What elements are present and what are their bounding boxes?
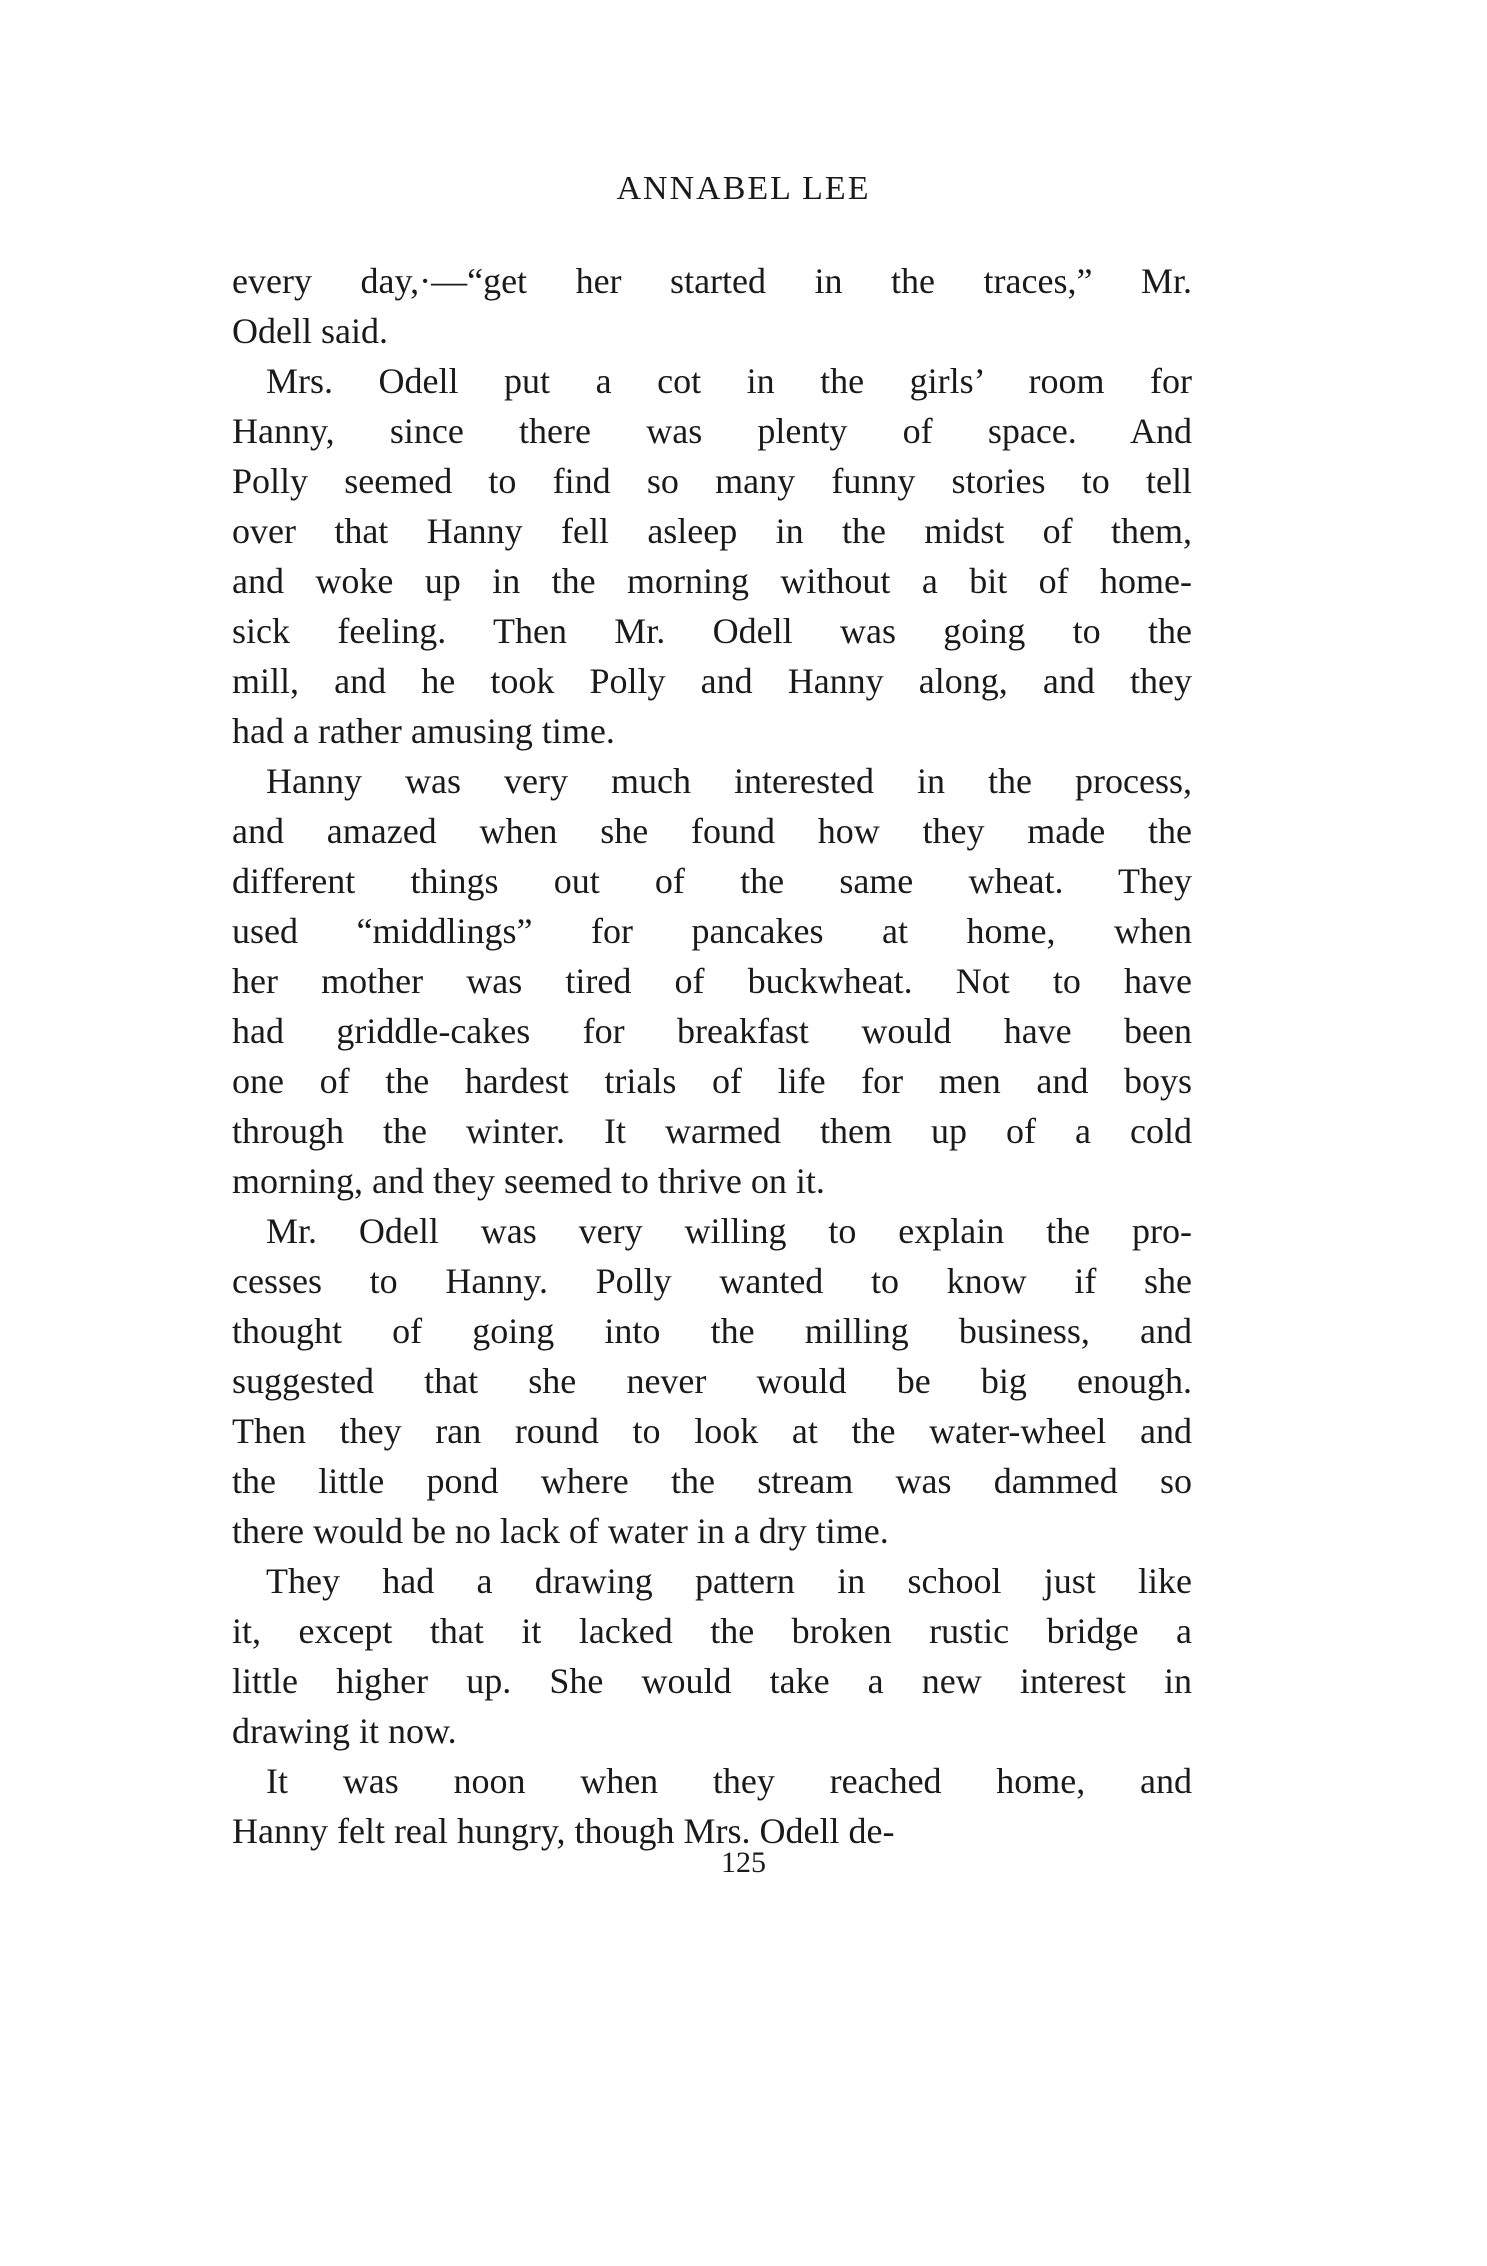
text-line: Odell said. — [232, 311, 388, 351]
text-line: little higher up. She would take a new interest in — [232, 1661, 1192, 1701]
paragraph — [232, 1206, 1192, 1556]
text-line: Polly seemed to find so many funny stories to tell — [232, 461, 1192, 501]
paragraph — [232, 1556, 1192, 1756]
text-line: Hanny felt real hungry, though Mrs. Odell de- — [232, 1811, 895, 1851]
text-line: sick feeling. Then Mr. Odell was going to the — [232, 611, 1192, 651]
text-line: morning, and they seemed to thrive on it. — [232, 1161, 825, 1201]
text-line: cesses to Hanny. Polly wanted to know if she — [232, 1261, 1192, 1301]
text-line: Mr. Odell was very willing to explain the pro- — [266, 1211, 1192, 1251]
text-line: through the winter. It warmed them up of a cold — [232, 1111, 1192, 1151]
paragraph — [232, 256, 1192, 356]
paragraph — [232, 756, 1192, 1206]
text-line: suggested that she never would be big enough. — [232, 1361, 1192, 1401]
text-line: thought of going into the milling business, and — [232, 1311, 1192, 1351]
text-line: there would be no lack of water in a dry time. — [232, 1511, 889, 1551]
text-line: one of the hardest trials of life for men and boys — [232, 1061, 1192, 1101]
text-line: the little pond where the stream was dammed so — [232, 1461, 1192, 1501]
text-line: mill, and he took Polly and Hanny along, and they — [232, 661, 1192, 701]
paragraph — [232, 1756, 1192, 1856]
text-line: used “middlings” for pancakes at home, when — [232, 911, 1192, 951]
text-line: Then they ran round to look at the water-wheel and — [232, 1411, 1192, 1451]
text-line: had griddle-cakes for breakfast would have been — [232, 1011, 1192, 1051]
paragraph — [232, 356, 1192, 756]
text-line: and woke up in the morning without a bit of home- — [232, 561, 1192, 601]
text-line: every day,·—“get her started in the traces,” Mr. — [232, 261, 1192, 301]
text-line: drawing it now. — [232, 1711, 457, 1751]
running-head: ANNABEL LEE — [616, 170, 871, 207]
text-line: It was noon when they reached home, and — [266, 1761, 1192, 1801]
text-line: Hanny, since there was plenty of space. And — [232, 411, 1192, 451]
text-line: over that Hanny fell asleep in the midst of them, — [232, 511, 1192, 551]
text-line: had a rather amusing time. — [232, 711, 615, 751]
text-line: Hanny was very much interested in the process, — [266, 761, 1192, 801]
text-line: it, except that it lacked the broken rustic bridge a — [232, 1611, 1192, 1651]
body-text — [232, 256, 1192, 1856]
text-line: Mrs. Odell put a cot in the girls’ room for — [266, 361, 1192, 401]
page-number: 125 — [721, 1846, 766, 1879]
text-line: her mother was tired of buckwheat. Not to have — [232, 961, 1192, 1001]
text-line: different things out of the same wheat. They — [232, 861, 1192, 901]
text-line: and amazed when she found how they made the — [232, 811, 1192, 851]
text-line: They had a drawing pattern in school just like — [266, 1561, 1192, 1601]
